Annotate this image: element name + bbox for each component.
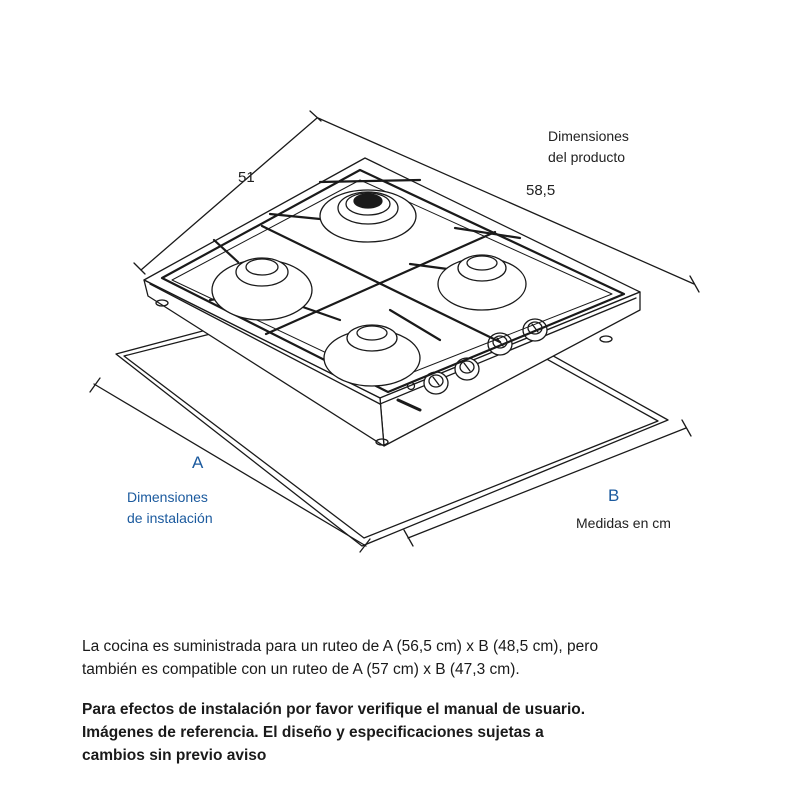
knob-2 bbox=[455, 358, 479, 380]
knob-3 bbox=[488, 333, 512, 355]
notice-line2: Imágenes de referencia. El diseño y especificaciones sujetas a bbox=[82, 724, 544, 741]
product-dimensions-line1: Dimensiones bbox=[548, 128, 629, 144]
width-value: 51 bbox=[238, 169, 255, 186]
product-dimensions-line2: del producto bbox=[548, 149, 626, 165]
installation-dimensions-line1: Dimensiones bbox=[127, 489, 208, 505]
installation-dimensions-line2: de instalación bbox=[127, 510, 213, 526]
notice-line1: Para efectos de instalación por favor verifique el manual de usuario. bbox=[82, 701, 586, 718]
dimension-b-label: B bbox=[608, 486, 620, 505]
cutout-description bbox=[82, 635, 722, 681]
units-note: Medidas en cm bbox=[576, 515, 671, 531]
product-dimensions-label bbox=[548, 126, 629, 168]
cutout-description-line1: La cocina es suministrada para un ruteo de A (56,5 cm) x B (48,5 cm), pero bbox=[82, 638, 599, 655]
cutout-description-line2: también es compatible con un ruteo de A (57 cm) x B (47,3 cm). bbox=[82, 661, 520, 678]
dimension-a-label: A bbox=[192, 453, 204, 472]
installation-dimensions-label bbox=[127, 487, 213, 529]
installation-notice bbox=[82, 698, 742, 767]
notice-line3: cambios sin previo aviso bbox=[82, 747, 267, 764]
depth-value: 58,5 bbox=[526, 182, 556, 199]
burner-back bbox=[320, 190, 416, 242]
